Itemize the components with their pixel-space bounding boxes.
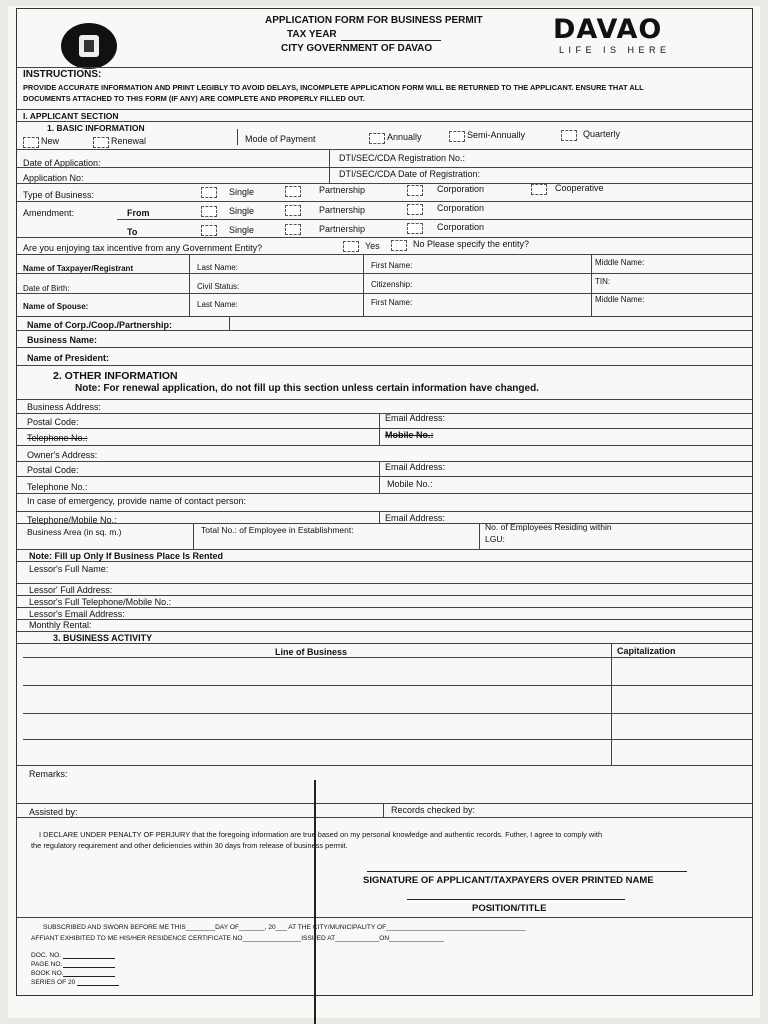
type-corporation-checkbox[interactable] <box>407 185 423 196</box>
amendment-label: Amendment: <box>23 208 75 218</box>
amendment-to-label: To <box>127 227 138 237</box>
capitalization-header: Capitalization <box>617 646 676 656</box>
civil-status-label: Civil Status: <box>197 282 240 291</box>
amendment-from-label: From <box>127 208 150 218</box>
owner-email-label: Email Address: <box>385 462 446 472</box>
declaration-line-2: the regulatory requirement and other deficiencies within 30 days from release of business permit. <box>31 841 348 850</box>
business-telephone-label: Telephone No.: <box>27 433 88 443</box>
tin-label: TIN: <box>595 277 611 286</box>
lessor-email-label: Lessor's Email Address: <box>29 609 125 619</box>
new-checkbox[interactable] <box>23 137 39 148</box>
spouse-middle-name-label: Middle Name: <box>595 295 645 304</box>
tax-incentive-no-checkbox[interactable] <box>391 240 407 251</box>
lessor-phone-label: Lessor's Full Telephone/Mobile No.: <box>29 597 172 607</box>
davao-tagline: LIFE IS HERE <box>559 45 671 55</box>
to-corporation-checkbox[interactable] <box>407 223 423 234</box>
from-corporation-checkbox[interactable] <box>407 204 423 215</box>
application-no-label: Application No: <box>23 173 84 183</box>
instructions-line-1: PROVIDE ACCURATE INFORMATION AND PRINT LEGIBLY TO AVOID DELAYS, INCOMPLETE APPLICATION FORM WILL BE RETURNED TO THE APPLICANT. ENSURE THAT ALL <box>23 83 644 92</box>
business-area-label: Business Area (in sq. m.) <box>27 527 122 537</box>
type-of-business-label: Type of Business: <box>23 190 95 200</box>
assisted-by-label: Assisted by: <box>29 807 78 817</box>
to-partnership-label: Partnership <box>319 224 366 234</box>
instructions-heading: INSTRUCTIONS: <box>23 69 102 80</box>
president-name-label: Name of President: <box>27 353 110 363</box>
form-title: APPLICATION FORM FOR BUSINESS PERMIT <box>265 15 483 26</box>
affiant-statement: AFFIANT EXHIBITED TO ME HIS/HER RESIDENCE CERTIFICATE NO________________ISSUED AT____________ON_______________ <box>31 935 445 942</box>
business-activity-row <box>23 739 752 740</box>
to-single-label: Single <box>229 225 255 235</box>
business-activity-row <box>23 685 752 686</box>
date-of-application-label: Date of Application: <box>23 158 101 168</box>
from-single-checkbox[interactable] <box>201 206 217 217</box>
tax-incentive-yes-checkbox[interactable] <box>343 241 359 252</box>
type-single-label: Single <box>229 187 255 197</box>
sworn-statement: SUBSCRIBED AND SWORN BEFORE ME THIS________DAY OF_______, 20___ AT THE CITY/MUNICIPALITY OF______________________________________ <box>43 924 526 931</box>
owner-postal-code-label: Postal Code: <box>27 465 79 475</box>
from-partnership-checkbox[interactable] <box>285 205 301 216</box>
davao-brand-logo: DAVAO <box>553 14 663 45</box>
owner-mobile-label: Mobile No.: <box>387 479 433 489</box>
renewal-note: Note: For renewal application, do not fill up this section unless certain information have changed. <box>75 383 539 394</box>
tax-incentive-yes-label: Yes <box>365 241 380 251</box>
owners-address-label: Owner's Address: <box>27 450 98 460</box>
annually-label: Annually <box>387 132 422 142</box>
from-corporation-label: Corporation <box>437 203 485 213</box>
annually-checkbox[interactable] <box>369 133 385 144</box>
renewal-label: Renewal <box>111 136 147 146</box>
type-cooperative-label: Cooperative <box>555 183 604 193</box>
renewal-checkbox[interactable] <box>93 137 109 148</box>
spouse-name-label: Name of Spouse: <box>23 302 89 311</box>
emergency-telephone-label: Telephone/Mobile No.: <box>27 515 117 525</box>
doc-no-label: DOC. NO. <box>31 952 62 959</box>
employees-in-lgu-label: No. of Employees Residing within <box>485 522 612 532</box>
dti-registration-date-label: DTI/SEC/CDA Date of Registration: <box>339 169 481 179</box>
business-postal-code-label: Postal Code: <box>27 417 79 427</box>
taxpayer-middle-name-label: Middle Name: <box>595 258 645 267</box>
date-of-birth-label: Date of Birth: <box>23 284 70 293</box>
instructions-line-2: DOCUMENTS ATTACHED TO THIS FORM (IF ANY) ARE COMPLETE AND PROPERLY FILLED OUT. <box>23 94 365 103</box>
lessor-name-label: Lessor's Full Name: <box>29 564 109 574</box>
taxpayer-first-name-label: First Name: <box>371 261 413 270</box>
business-address-label: Business Address: <box>27 402 102 412</box>
declaration-line-1: I DECLARE UNDER PENALTY OF PERJURY that the foregoing information are true based on my personal knowledge and authentic records. Futher, I agree to comply with <box>39 830 603 839</box>
to-corporation-label: Corporation <box>437 222 485 232</box>
semi-annually-checkbox[interactable] <box>449 131 465 142</box>
dti-registration-no-label: DTI/SEC/CDA Registration No.: <box>339 153 466 163</box>
signature-caption: SIGNATURE OF APPLICANT/TAXPAYERS OVER PRINTED NAME <box>363 875 654 886</box>
monthly-rental-label: Monthly Rental: <box>29 620 92 630</box>
owner-telephone-label: Telephone No.: <box>27 482 88 492</box>
type-corporation-label: Corporation <box>437 184 485 194</box>
business-mobile-label: Mobile No.: <box>385 430 434 440</box>
quarterly-label: Quarterly <box>583 129 621 139</box>
total-employees-label: Total No.: of Employee in Establishment: <box>201 525 354 535</box>
semi-annually-label: Semi-Annually <box>467 130 526 140</box>
from-single-label: Single <box>229 206 255 216</box>
type-partnership-label: Partnership <box>319 185 366 195</box>
to-partnership-checkbox[interactable] <box>285 224 301 235</box>
corporation-name-label: Name of Corp./Coop./Partnership: <box>27 320 173 330</box>
page-no-label: PAGE NO. <box>31 961 63 968</box>
taxpayer-last-name-label: Last Name: <box>197 263 238 272</box>
from-partnership-label: Partnership <box>319 205 366 215</box>
signature-line[interactable] <box>367 871 687 872</box>
other-information-heading: 2. OTHER INFORMATION <box>53 370 178 382</box>
tax-incentive-question: Are you enjoying tax incentive from any Government Entity? <box>23 243 263 253</box>
series-of-label: SERIES OF 20 <box>31 979 76 986</box>
citizenship-label: Citizenship: <box>371 280 413 289</box>
position-caption: POSITION/TITLE <box>472 903 547 914</box>
book-no-label: BOOK NO. <box>31 970 64 977</box>
type-single-checkbox[interactable] <box>201 187 217 198</box>
tax-incentive-no-label: No Please specify the entity? <box>413 239 530 249</box>
position-line[interactable] <box>407 899 625 900</box>
remarks-label: Remarks: <box>29 769 68 779</box>
taxpayer-name-label: Name of Taxpayer/Registrant <box>23 264 134 273</box>
tax-year-label: TAX YEAR <box>287 29 337 40</box>
tax-year-field[interactable] <box>341 40 441 41</box>
new-label: New <box>41 136 60 146</box>
business-activity-heading: 3. BUSINESS ACTIVITY <box>53 633 153 643</box>
spouse-last-name-label: Last Name: <box>197 300 238 309</box>
mode-of-payment-label: Mode of Payment <box>245 134 316 144</box>
business-email-label: Email Address: <box>385 413 446 423</box>
emergency-contact-label: In case of emergency, provide name of contact person: <box>27 496 246 506</box>
applicant-section-heading: I. APPLICANT SECTION <box>23 111 119 121</box>
spouse-first-name-label: First Name: <box>371 298 413 307</box>
city-government: CITY GOVERNMENT OF DAVAO <box>281 43 433 54</box>
lessor-address-label: Lessor' Full Address: <box>29 585 113 595</box>
records-checked-label: Records checked by: <box>391 805 476 815</box>
business-name-label: Business Name: <box>27 335 98 345</box>
to-single-checkbox[interactable] <box>201 225 217 236</box>
type-cooperative-checkbox[interactable] <box>531 184 547 195</box>
application-form <box>16 8 753 996</box>
basic-information-heading: 1. BASIC INFORMATION <box>47 123 145 133</box>
business-activity-row <box>23 713 752 714</box>
line-of-business-header: Line of Business <box>275 647 348 657</box>
employees-in-lgu-label-2: LGU: <box>485 534 505 544</box>
quarterly-checkbox[interactable] <box>561 130 577 141</box>
rented-note: Note: Fill up Only If Business Place Is Rented <box>29 551 224 561</box>
city-seal-logo <box>61 23 117 69</box>
fold-mark <box>314 780 316 1024</box>
type-partnership-checkbox[interactable] <box>285 186 301 197</box>
emergency-email-label: Email Address: <box>385 513 446 523</box>
